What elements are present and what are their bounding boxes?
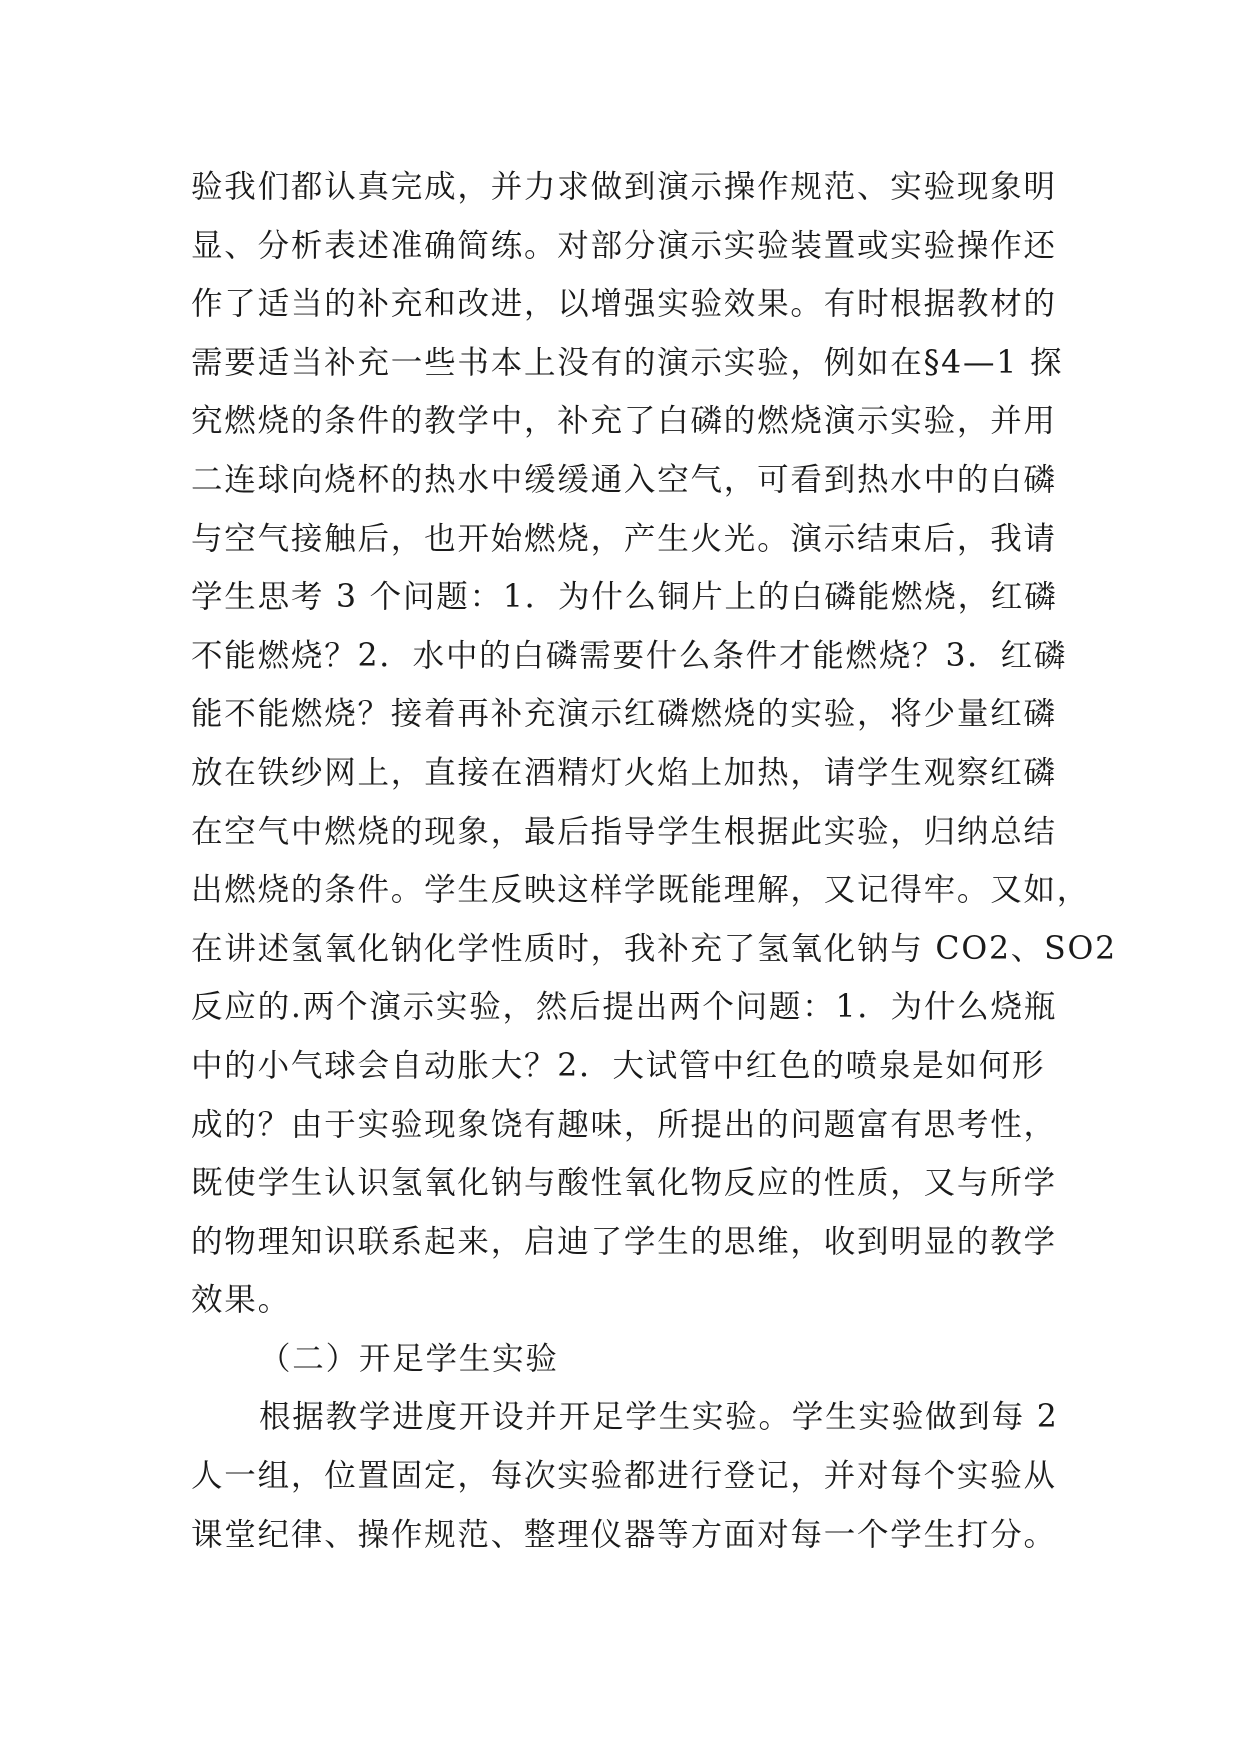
body-text	[191, 158, 1117, 1564]
text-line: 的物理知识联系起来，启迪了学生的思维，收到明显的教学	[191, 1223, 1057, 1260]
text-line: 课堂纪律、操作规范、整理仪器等方面对每一个学生打分。	[191, 1516, 1057, 1553]
text-line: 需要适当补充一些书本上没有的演示实验，例如在§4—1 探	[191, 344, 1064, 381]
text-line: 既使学生认识氢氧化钠与酸性氧化物反应的性质，又与所学	[191, 1165, 1057, 1202]
text-line: 反应的.两个演示实验，然后提出两个问题：1．为什么烧瓶	[191, 989, 1058, 1026]
text-line: 中的小气球会自动胀大？2．大试管中红色的喷泉是如何形	[191, 1047, 1046, 1084]
text-line: 成的？由于实验现象饶有趣味，所提出的问题富有思考性，	[191, 1106, 1057, 1143]
text-line: 效果。	[191, 1282, 291, 1319]
text-line: 出燃烧的条件。学生反映这样学既能理解，又记得牢。又如，	[191, 872, 1091, 909]
text-line: 作了适当的补充和改进，以增强实验效果。有时根据教材的	[191, 286, 1057, 323]
text-line: 在空气中燃烧的现象，最后指导学生根据此实验，归纳总结	[191, 813, 1057, 850]
text-line: 根据教学进度开设并开足学生实验。学生实验做到每 2	[259, 1399, 1059, 1436]
text-line: 不能燃烧？2．水中的白磷需要什么条件才能燃烧？3．红磷	[191, 637, 1068, 674]
text-line: 二连球向烧杯的热水中缓缓通入空气，可看到热水中的白磷	[191, 461, 1057, 498]
text-line: 学生思考 3 个问题：1．为什么铜片上的白磷能燃烧，红磷	[191, 579, 1058, 616]
text-line: 能不能燃烧？接着再补充演示红磷燃烧的实验，将少量红磷	[191, 696, 1057, 733]
text-line: 与空气接触后，也开始燃烧，产生火光。演示结束后，我请	[191, 520, 1057, 557]
section-heading: （二）开足学生实验	[259, 1340, 559, 1377]
text-line: 显、分析表述准确简练。对部分演示实验装置或实验操作还	[191, 227, 1057, 264]
text-line: 究燃烧的条件的教学中，补充了白磷的燃烧演示实验，并用	[191, 403, 1057, 440]
text-line: 在讲述氢氧化钠化学性质时，我补充了氢氧化钠与 CO2、SO2	[191, 930, 1117, 967]
text-line: 验我们都认真完成，并力求做到演示操作规范、实验现象明	[191, 169, 1057, 205]
text-line: 放在铁纱网上，直接在酒精灯火焰上加热，请学生观察红磷	[191, 754, 1057, 791]
text-line: 人一组，位置固定，每次实验都进行登记，并对每个实验从	[191, 1458, 1057, 1495]
